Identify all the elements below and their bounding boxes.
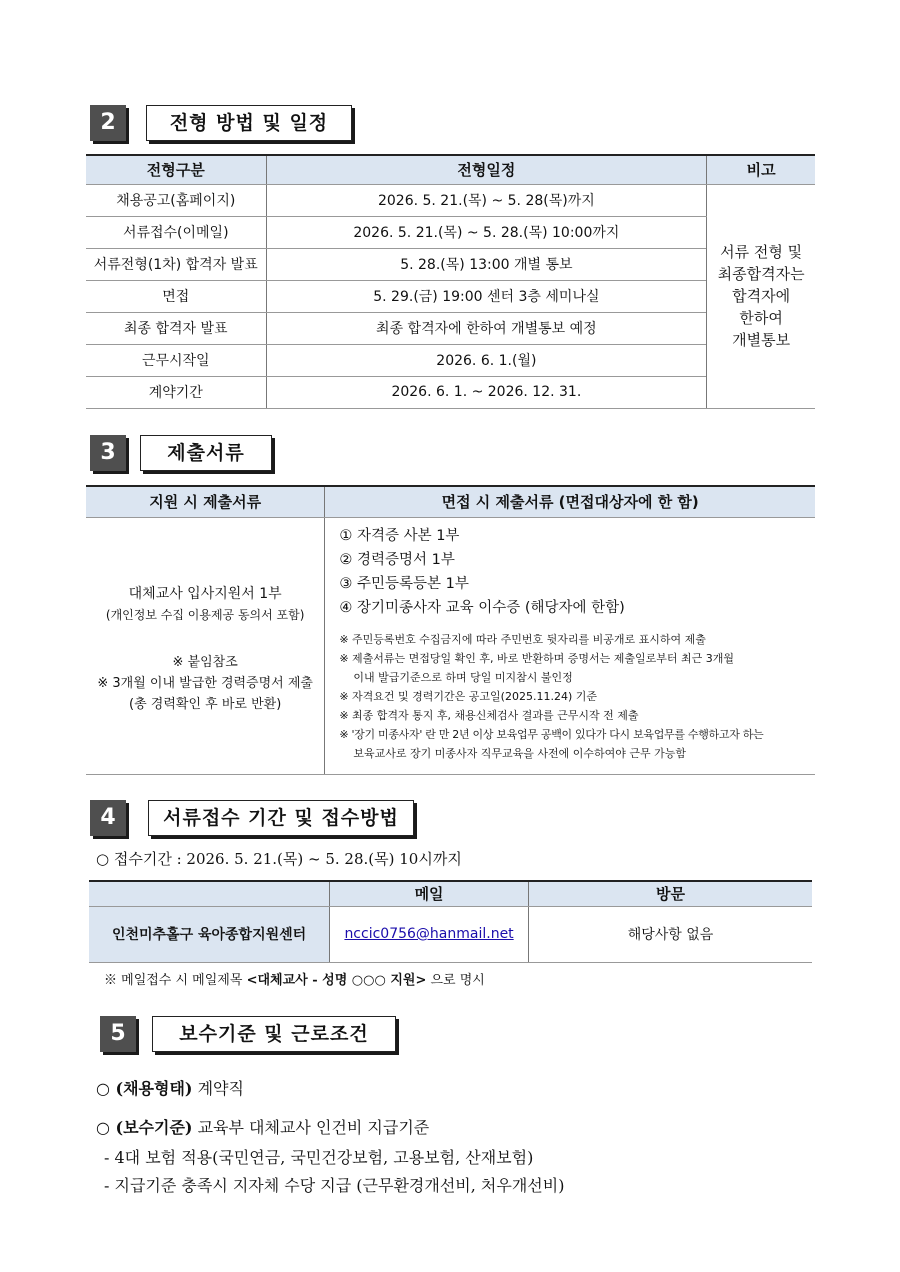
- mail-note-prefix: ※ 메일접수 시 메일제목: [104, 973, 247, 988]
- stage-cell: 최종 합격자 발표: [86, 312, 266, 344]
- remark-line: 합격자에: [732, 287, 791, 305]
- employment-type-value: 계약직: [192, 1079, 244, 1098]
- pay-standard-line: [96, 1115, 429, 1138]
- table-row: [86, 376, 815, 408]
- col-header-mail: 메일: [330, 881, 529, 906]
- col-header-schedule: 전형일정: [266, 155, 707, 184]
- schedule-cell: 2026. 5. 21.(목) ~ 5. 28(목)까지: [266, 184, 707, 216]
- section-5-title: 보수기준 및 근로조건: [152, 1016, 396, 1052]
- table-row: [86, 344, 815, 376]
- schedule-cell: 5. 29.(금) 19:00 센터 3층 세미나실: [266, 280, 707, 312]
- remark-line: 한하여: [739, 309, 783, 327]
- stage-cell: 채용공고(홈페이지): [86, 184, 266, 216]
- insurance-line: - 4대 보험 적용(국민연금, 국민건강보험, 고용보험, 산재보험): [104, 1148, 534, 1167]
- section-5-header: [100, 1016, 400, 1054]
- remark-cell: [707, 184, 815, 408]
- visit-cell: 해당사항 없음: [529, 906, 813, 962]
- remark-line: 서류 전형 및: [720, 243, 803, 261]
- employment-type-label: ○ (채용형태): [96, 1079, 193, 1098]
- note-line: 보육교사로 장기 미종사자 직무교육을 사전에 이수하여야 근무 가능함: [339, 746, 686, 760]
- stage-cell: 면접: [86, 280, 266, 312]
- section-4-header: [90, 800, 420, 838]
- apply-docs-cell: [86, 517, 325, 774]
- mail-subject-note: [104, 969, 485, 988]
- schedule-cell: 2026. 5. 21.(목) ~ 5. 28.(목) 10:00까지: [266, 216, 707, 248]
- application-period: ○ 접수기간 : 2026. 5. 21.(목) ~ 5. 28.(목) 10시까지: [96, 850, 462, 868]
- remark-line: 개별통보: [732, 331, 791, 349]
- section-3-header: [90, 435, 290, 473]
- email-cell: [330, 906, 529, 962]
- col-header-visit: 방문: [529, 881, 813, 906]
- table-row: [86, 312, 815, 344]
- pay-standard-value: 교육부 대체교사 인건비 지급기준: [192, 1118, 430, 1137]
- section-4-number: 4: [90, 800, 126, 836]
- note-line: ※ 주민등록번호 수집금지에 따라 주민번호 뒷자리를 비공개로 표시하여 제출: [339, 632, 706, 646]
- apply-doc-line: (개인정보 수집 이용제공 동의서 포함): [105, 608, 305, 622]
- col-header-apply-docs: 지원 시 제출서류: [86, 486, 325, 517]
- apply-doc-line: ※ 붙임참조: [172, 655, 238, 670]
- stage-cell: 서류전형(1차) 합격자 발표: [86, 248, 266, 280]
- table-row: [86, 216, 815, 248]
- allowance-line: - 지급기준 충족시 지자체 수당 지급 (근무환경개선비, 처우개선비): [104, 1176, 565, 1195]
- stage-cell: 서류접수(이메일): [86, 216, 266, 248]
- table-row: [86, 248, 815, 280]
- list-item: ① 자격증 사본 1부: [339, 527, 460, 544]
- section-4-title: 서류접수 기간 및 접수방법: [148, 800, 414, 836]
- note-line: ※ 제출서류는 면접당일 확인 후, 바로 반환하며 증명서는 제출일로부터 최근 3개월: [339, 651, 735, 665]
- note-line: ※ 자격요건 및 경력기간은 공고일(2025.11.24) 기준: [339, 689, 597, 703]
- list-item: ④ 장기미종사자 교육 이수증 (해당자에 한함): [339, 599, 625, 616]
- interview-docs-cell: [325, 517, 815, 774]
- apply-doc-line: (총 경력확인 후 바로 반환): [129, 697, 282, 712]
- note-line: ※ '장기 미종사자' 란 만 2년 이상 보육업무 공백이 있다가 다시 보육업무를 수행하고자 하는: [339, 727, 764, 741]
- interview-docs-list: [339, 524, 807, 620]
- remark-line: 최종합격자는: [717, 265, 805, 283]
- mail-note-suffix: 으로 명시: [426, 973, 485, 988]
- schedule-cell: 최종 합격자에 한하여 개별통보 예정: [266, 312, 707, 344]
- col-header-interview-docs: 면접 시 제출서류 (면접대상자에 한 함): [325, 486, 815, 517]
- table-row: [89, 906, 812, 962]
- org-cell: 인천미추홀구 육아종합지원센터: [89, 906, 330, 962]
- section-2-header: [90, 105, 360, 143]
- apply-doc-line: ※ 3개월 이내 발급한 경력증명서 제출: [97, 676, 313, 691]
- col-header-blank: [89, 881, 330, 906]
- note-line: ※ 최종 합격자 통지 후, 채용신체검사 결과를 근무시작 전 제출: [339, 708, 639, 722]
- section-2-title: 전형 방법 및 일정: [146, 105, 352, 141]
- list-item: ② 경력증명서 1부: [339, 551, 455, 568]
- stage-cell: 계약기간: [86, 376, 266, 408]
- schedule-cell: 2026. 6. 1. ~ 2026. 12. 31.: [266, 376, 707, 408]
- apply-doc-line: 대체교사 입사지원서 1부: [128, 586, 282, 602]
- pay-standard-label: ○ (보수기준): [96, 1118, 193, 1137]
- mail-note-format: <대체교사 - 성명 ○○○ 지원>: [246, 973, 427, 988]
- col-header-stage: 전형구분: [86, 155, 266, 184]
- section-2-number: 2: [90, 105, 126, 141]
- schedule-table: [86, 154, 815, 409]
- note-line: 이내 발급기준으로 하며 당일 미지참시 불인정: [339, 670, 573, 684]
- application-method-table: [89, 880, 812, 963]
- table-row: [86, 280, 815, 312]
- schedule-cell: 2026. 6. 1.(월): [266, 344, 707, 376]
- schedule-cell: 5. 28.(목) 13:00 개별 통보: [266, 248, 707, 280]
- email-link[interactable]: nccic0756@hanmail.net: [344, 926, 514, 942]
- list-item: ③ 주민등록등본 1부: [339, 575, 469, 592]
- section-3-title: 제출서류: [140, 435, 272, 471]
- section-5-number: 5: [100, 1016, 136, 1052]
- table-row: [86, 184, 815, 216]
- documents-table: [86, 485, 815, 775]
- stage-cell: 근무시작일: [86, 344, 266, 376]
- employment-type-line: [96, 1076, 244, 1099]
- section-3-number: 3: [90, 435, 126, 471]
- col-header-remark: 비고: [707, 155, 815, 184]
